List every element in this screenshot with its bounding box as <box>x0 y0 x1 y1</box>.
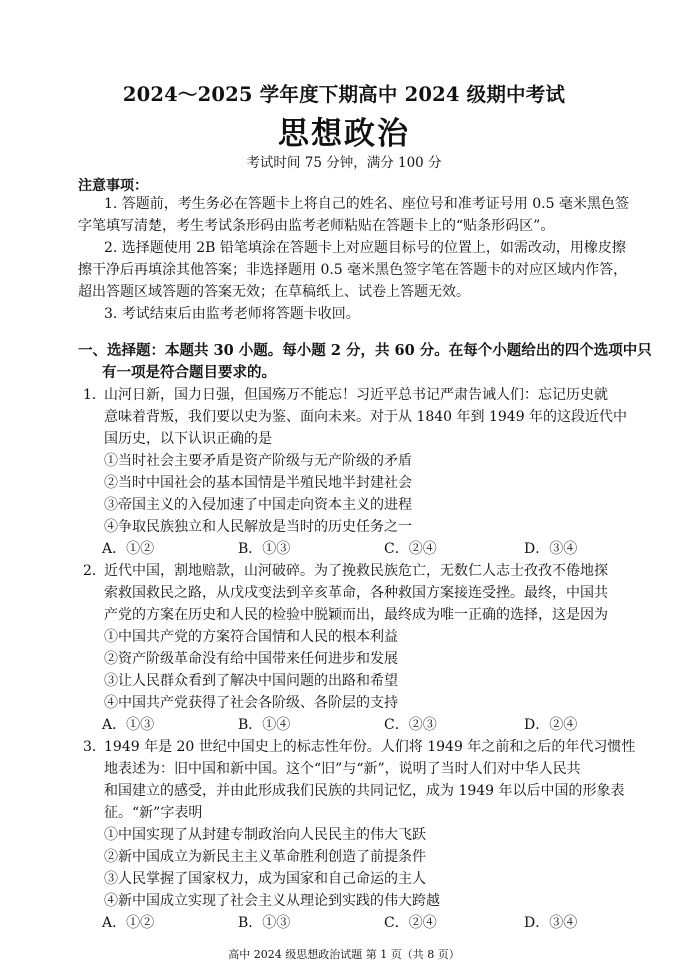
option-c: C．②④ <box>384 915 437 931</box>
question-number: 2． <box>83 563 106 579</box>
statement: ③帝国主义的入侵加速了中国走向资本主义的进程 <box>104 497 412 513</box>
question-stem: 地表述为：旧中国和新中国。这个“旧”与“新”，说明了当时人们对中华人民共 <box>104 761 581 777</box>
notice-line: 2. 选择题使用 2B 铅笔填涂在答题卡上对应题目标号的位置上，如需改动，用橡皮擦 <box>104 240 626 256</box>
exam-info: 考试时间 75 分钟，满分 100 分 <box>246 155 442 171</box>
option-a: A．①② <box>102 541 155 557</box>
notice-line: 超出答题区域答题的答案无效；在草稿纸上、试卷上答题无效。 <box>78 284 470 300</box>
option-d: D．②④ <box>524 717 578 733</box>
option-c: C．②④ <box>384 541 437 557</box>
page-footer: 高中 2024 级思想政治试题 第 1 页（共 8 页） <box>228 948 460 961</box>
question-stem: 国历史，以下认识正确的是 <box>104 431 272 447</box>
statement: ①中国实现了从封建专制政治向人民民主的伟大飞跃 <box>104 827 426 843</box>
option-c: C．②③ <box>384 717 437 733</box>
option-b: B．①④ <box>238 717 291 733</box>
notice-line: 3. 考试结束后由监考老师将答题卡收回。 <box>104 306 360 322</box>
option-b: B．①③ <box>238 541 291 557</box>
question-number: 1． <box>83 387 106 403</box>
section-heading-cont: 有一项是符合题目要求的。 <box>102 364 276 381</box>
option-a: A．①③ <box>102 717 155 733</box>
notice-heading: 注意事项： <box>78 178 148 194</box>
question-stem: 索救国救民之路，从戊戌变法到辛亥革命，各种救国方案接连受挫。最终，中国共 <box>104 585 608 601</box>
option-d: D．③④ <box>524 541 578 557</box>
question-stem: 近代中国，割地赔款，山河破碎。为了挽救民族危亡，无数仁人志士孜孜不倦地探 <box>104 563 608 579</box>
question-stem: 山河日新，国力日强，但国殇万不能忘！习近平总书记严肃告诫人们：忘记历史就 <box>104 387 608 403</box>
question-stem: 征。“新”字表明 <box>104 805 203 821</box>
statement: ②资产阶级革命没有给中国带来任何进步和发展 <box>104 651 398 667</box>
question-stem: 和国建立的感受，并由此形成我们民族的共同记忆，成为 1949 年以后中国的形象表 <box>104 783 625 799</box>
subject-title: 思想政治 <box>278 116 410 152</box>
question-stem: 意味着背叛，我们要以史为鉴、面向未来。对于从 1840 年到 1949 年的这段近代中 <box>104 409 628 425</box>
section-heading: 一、选择题：本题共 30 小题。每小题 2 分，共 60 分。在每个小题给出的四个选项中只 <box>78 342 652 359</box>
notice-line: 擦干净后再填涂其他答案；非选择题用 0.5 毫米黑色签字笔在答题卡的对应区域内作答， <box>78 262 628 278</box>
statement: ④中国共产党获得了社会各阶级、各阶层的支持 <box>104 695 398 711</box>
option-b: B．①③ <box>238 915 291 931</box>
notice-line: 1. 答题前，考生务必在答题卡上将自己的姓名、座位号和准考证号用 0.5 毫米黑色签 <box>104 196 629 212</box>
statement: ②新中国成立为新民主主义革命胜利创造了前提条件 <box>104 849 426 865</box>
notice-line: 字笔填写清楚，考生考试条形码由监考老师粘贴在答题卡上的“贴条形码区”。 <box>78 218 555 234</box>
statement: ④新中国成立实现了社会主义从理论到实践的伟大跨越 <box>104 893 440 909</box>
question-number: 3． <box>83 739 106 755</box>
statement: ③人民掌握了国家权力，成为国家和自己命运的主人 <box>104 871 426 887</box>
question-stem: 1949 年是 20 世纪中国史上的标志性年份。人们将 1949 年之前和之后的年代习惯性 <box>104 739 636 755</box>
statement: ④争取民族独立和人民解放是当时的历史任务之一 <box>104 519 412 535</box>
statement: ②当时中国社会的基本国情是半殖民地半封建社会 <box>104 475 412 491</box>
statement: ③让人民群众看到了解决中国问题的出路和希望 <box>104 673 398 689</box>
exam-title: 2024～2025 学年度下期高中 2024 级期中考试 <box>122 83 566 106</box>
option-d: D．③④ <box>524 915 578 931</box>
statement: ①当时社会主要矛盾是资产阶级与无产阶级的矛盾 <box>104 453 412 469</box>
question-stem: 产党的方案在历史和人民的检验中脱颖而出，最终成为唯一正确的选择，这是因为 <box>104 607 608 623</box>
option-a: A．①② <box>102 915 155 931</box>
statement: ①中国共产党的方案符合国情和人民的根本利益 <box>104 629 398 645</box>
